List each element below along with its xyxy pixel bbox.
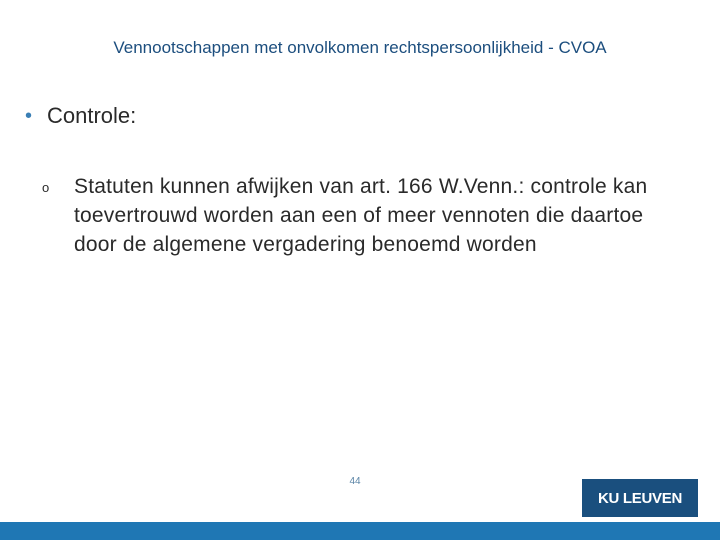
footer-bar xyxy=(0,522,720,540)
bullet-dot-icon: • xyxy=(25,105,33,127)
page-number: 44 xyxy=(349,476,361,487)
bullet-level-1-text: Controle: xyxy=(47,103,137,128)
bullet-level-2 xyxy=(42,172,692,259)
slide-title: Vennootschappen met onvolkomen rechtspersoonlijkheid - CVOA xyxy=(113,38,607,57)
bullet-level-1 xyxy=(25,104,136,128)
bullet-level-2-text: Statuten kunnen afwijken van art. 166 W.Venn.: controle kan toevertrouwd worden aan een of meer vennoten die daartoe door de algemene vergadering benoemd worden xyxy=(74,175,648,256)
bullet-circle-marker: o xyxy=(42,180,50,195)
ku-leuven-logo xyxy=(580,477,700,519)
logo-text: KU LEUVEN xyxy=(598,489,682,507)
